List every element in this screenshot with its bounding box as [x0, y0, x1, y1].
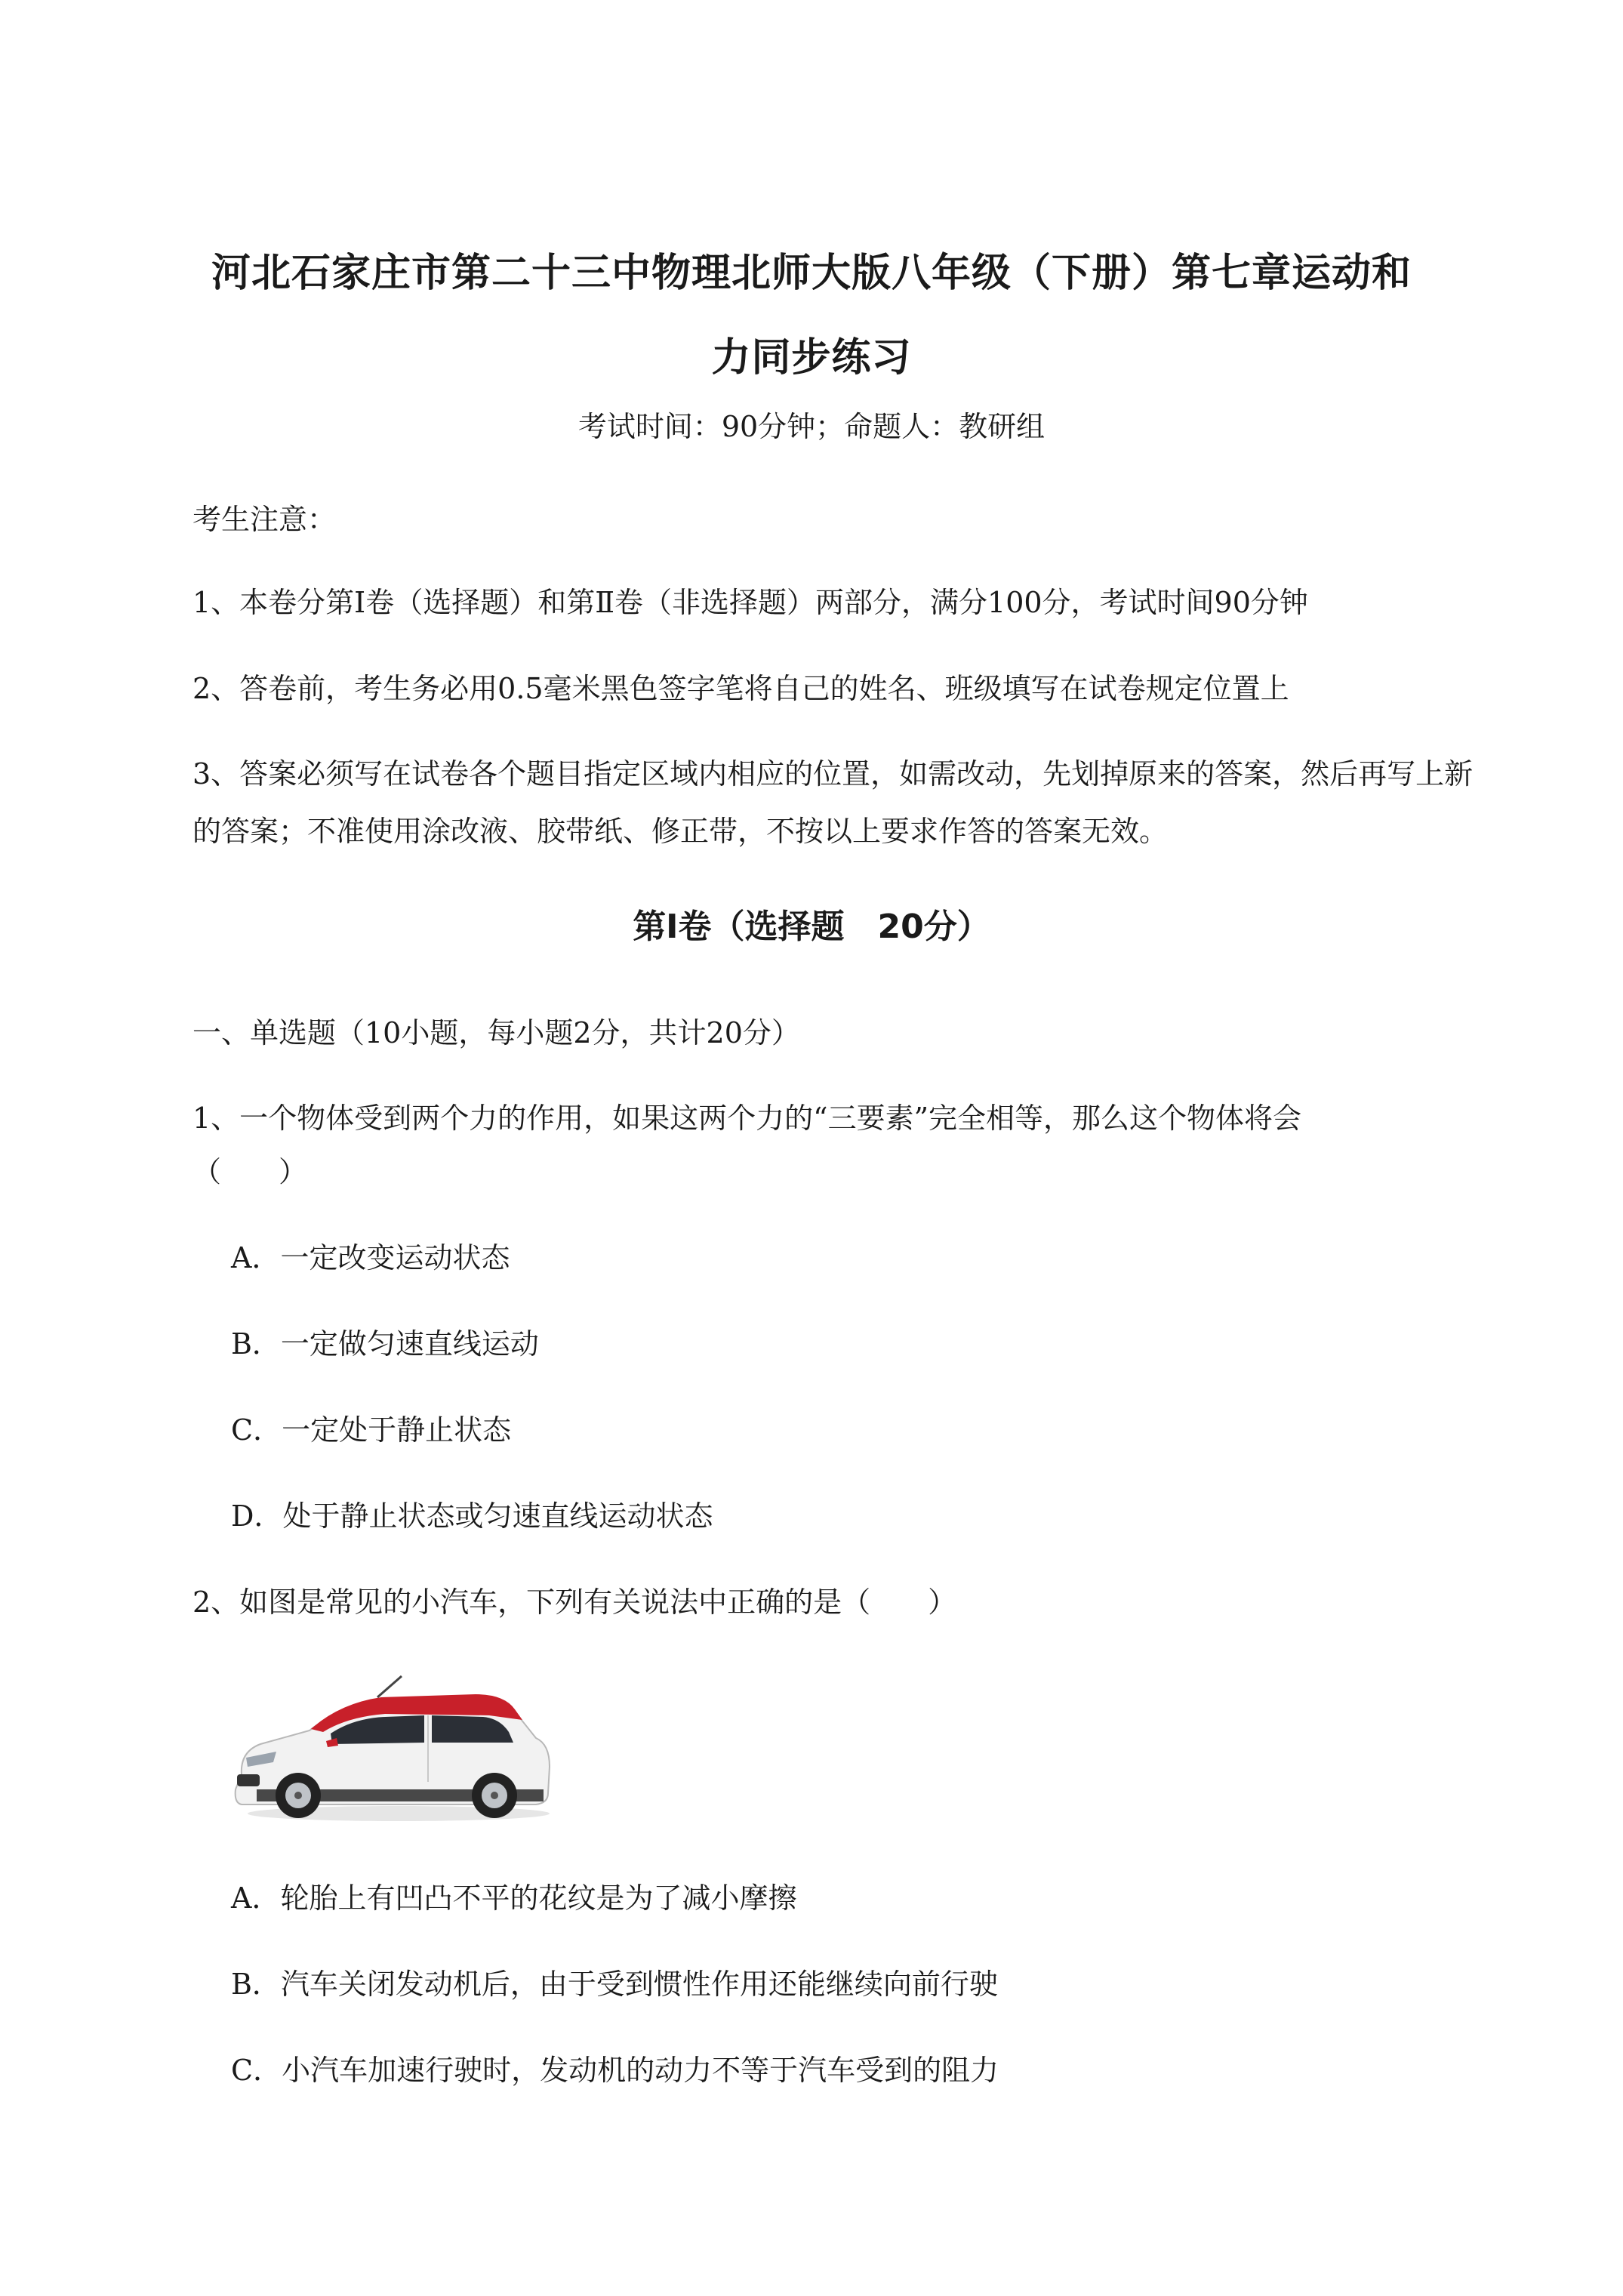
notice-heading: 考生注意：	[192, 503, 337, 536]
question-1-stem-blank: （ ）	[192, 1155, 308, 1188]
question-1-option-a: A．一定改变运动状态	[231, 1241, 510, 1274]
exam-title-line1: 河北石家庄市第二十三中物理北师大版八年级（下册）第七章运动和	[211, 251, 1412, 296]
question-1-option-c: C．一定处于静止状态	[231, 1413, 512, 1447]
question-2-option-a: A．轮胎上有凹凸不平的花纹是为了减小摩擦	[231, 1881, 797, 1915]
question-1-option-d: D．处于静止状态或匀速直线运动状态	[231, 1499, 713, 1533]
notice-item-1: 1、本卷分第Ⅰ卷（选择题）和第Ⅱ卷（非选择题）两部分，满分100分，考试时间90分钟	[192, 586, 1308, 619]
section-title: 第Ⅰ卷（选择题 20分）	[633, 908, 990, 946]
exam-title-line2: 力同步练习	[711, 335, 912, 381]
car-image	[226, 1669, 566, 1827]
question-1-stem: 1、一个物体受到两个力的作用，如果这两个力的“三要素”完全相等，那么这个物体将会	[192, 1102, 1302, 1135]
exam-subtitle: 考试时间：90分钟；命题人：教研组	[577, 410, 1046, 443]
question-2-option-c: C．小汽车加速行驶时，发动机的动力不等于汽车受到的阻力	[231, 2054, 999, 2087]
notice-item-3-line2: 的答案；不准使用涂改液、胶带纸、修正带，不按以上要求作答的答案无效。	[192, 815, 1169, 848]
question-2-stem: 2、如图是常见的小汽车，下列有关说法中正确的是（ ）	[192, 1586, 957, 1619]
part-heading: 一、单选题（10小题，每小题2分，共计20分）	[192, 1016, 800, 1049]
notice-item-3-line1: 3、答案必须写在试卷各个题目指定区域内相应的位置，如需改动，先划掉原来的答案，然后再写上新	[192, 757, 1474, 791]
notice-item-2: 2、答卷前，考生务必用0.5毫米黑色签字笔将自己的姓名、班级填写在试卷规定位置上	[192, 672, 1289, 705]
question-1-option-b: B．一定做匀速直线运动	[231, 1327, 539, 1361]
question-2-option-b: B．汽车关闭发动机后，由于受到惯性作用还能继续向前行驶	[231, 1968, 998, 2001]
